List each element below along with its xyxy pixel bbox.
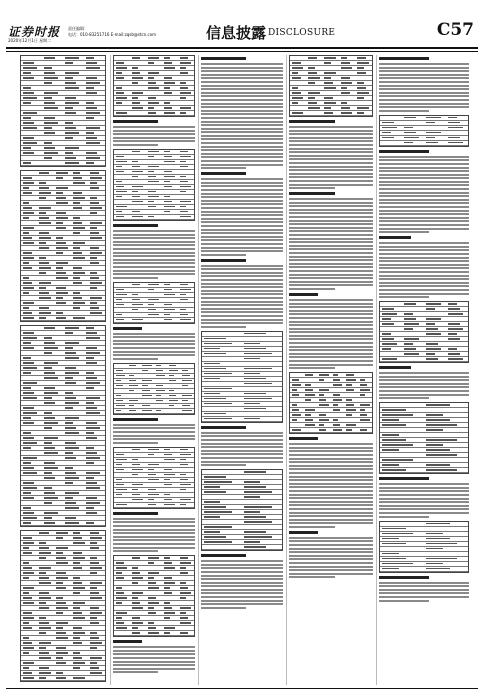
masthead [6, 20, 478, 46]
disclosure-table [289, 372, 373, 434]
table-row [21, 316, 105, 321]
text-block [289, 443, 373, 528]
subheading [113, 512, 158, 515]
subheading [113, 327, 142, 330]
table-row [114, 409, 194, 414]
issue-date: 2020年12月1日 星期二 [8, 38, 52, 43]
subheading [379, 576, 429, 579]
column-divider [198, 55, 199, 685]
subheading [201, 259, 246, 262]
text-block [113, 646, 195, 673]
text-block [113, 518, 195, 552]
disclosure-table [20, 530, 106, 682]
text-block [379, 63, 469, 112]
text-block [289, 299, 373, 369]
table-row [114, 631, 194, 636]
subheading [113, 224, 158, 227]
subheading [201, 426, 246, 429]
subheading [379, 57, 429, 60]
column-divider [376, 55, 377, 685]
table-row [380, 468, 468, 473]
disclosure-table [379, 521, 469, 573]
disclosure-table [201, 331, 283, 423]
table-row [290, 428, 372, 433]
disclosure-table [379, 115, 469, 147]
subheading [379, 150, 429, 153]
column-3 [201, 55, 283, 685]
text-block [201, 560, 283, 609]
table-row [114, 318, 194, 323]
table-row [380, 357, 468, 362]
disclosure-table [113, 363, 195, 415]
text-block [379, 372, 469, 399]
column-1 [20, 55, 106, 685]
subheading [201, 57, 246, 60]
table-row [380, 141, 468, 146]
column-divider [110, 55, 111, 685]
subheading [201, 554, 246, 557]
text-block [379, 242, 469, 298]
section-title-en: DISCLOSURE [268, 28, 336, 38]
disclosure-table [20, 55, 106, 167]
text-block [379, 483, 469, 517]
text-block [201, 265, 283, 328]
table-row [380, 567, 468, 572]
text-block [113, 126, 195, 146]
table-row [202, 545, 282, 550]
section-title: 信息披露 [206, 24, 267, 42]
text-block [201, 178, 283, 255]
editor-line: 责任编辑： [68, 26, 88, 31]
disclosure-table [113, 282, 195, 324]
text-block [289, 198, 373, 290]
subheading [289, 293, 318, 296]
table-row [290, 111, 372, 116]
page-number: C57 [436, 20, 474, 40]
subheading [289, 437, 318, 440]
table-row [21, 161, 105, 166]
disclosure-table [20, 170, 106, 322]
subheading [379, 236, 411, 239]
newspaper-logo: 证券时报 [8, 25, 61, 39]
subheading [201, 172, 246, 175]
text-block [379, 582, 469, 602]
disclosure-table [379, 402, 469, 474]
disclosure-table [201, 469, 283, 551]
table-row [21, 521, 105, 526]
column-2 [113, 55, 195, 685]
subheading [289, 120, 335, 123]
subheading [379, 366, 411, 369]
header-rule-thin [6, 51, 478, 52]
subheading [113, 120, 158, 123]
text-block [201, 63, 283, 169]
footer-rule [6, 688, 478, 689]
table-row [114, 503, 194, 508]
table-row [114, 111, 194, 116]
disclosure-table [113, 149, 195, 221]
disclosure-table [289, 55, 373, 117]
text-block [379, 156, 469, 233]
header-rule [6, 47, 478, 49]
text-block [113, 333, 195, 360]
subheading [379, 477, 429, 480]
text-block [113, 424, 195, 444]
text-block [289, 537, 373, 579]
column-5 [379, 55, 469, 685]
column-4 [289, 55, 373, 685]
disclosure-table [379, 301, 469, 363]
table-row [21, 676, 105, 681]
disclosure-table [20, 325, 106, 527]
subheading [289, 531, 318, 534]
text-block [289, 126, 373, 189]
disclosure-table [113, 447, 195, 509]
contact-line: 电话：010-83251716 E-mail:zqsb@stcn.com [68, 32, 157, 37]
text-block [113, 230, 195, 279]
table-row [202, 417, 282, 422]
subheading [113, 418, 158, 421]
text-block [201, 432, 283, 466]
subheading [113, 640, 142, 643]
table-row [114, 215, 194, 220]
subheading [289, 192, 335, 195]
column-divider [286, 55, 287, 685]
disclosure-table [113, 555, 195, 637]
disclosure-table [113, 55, 195, 117]
